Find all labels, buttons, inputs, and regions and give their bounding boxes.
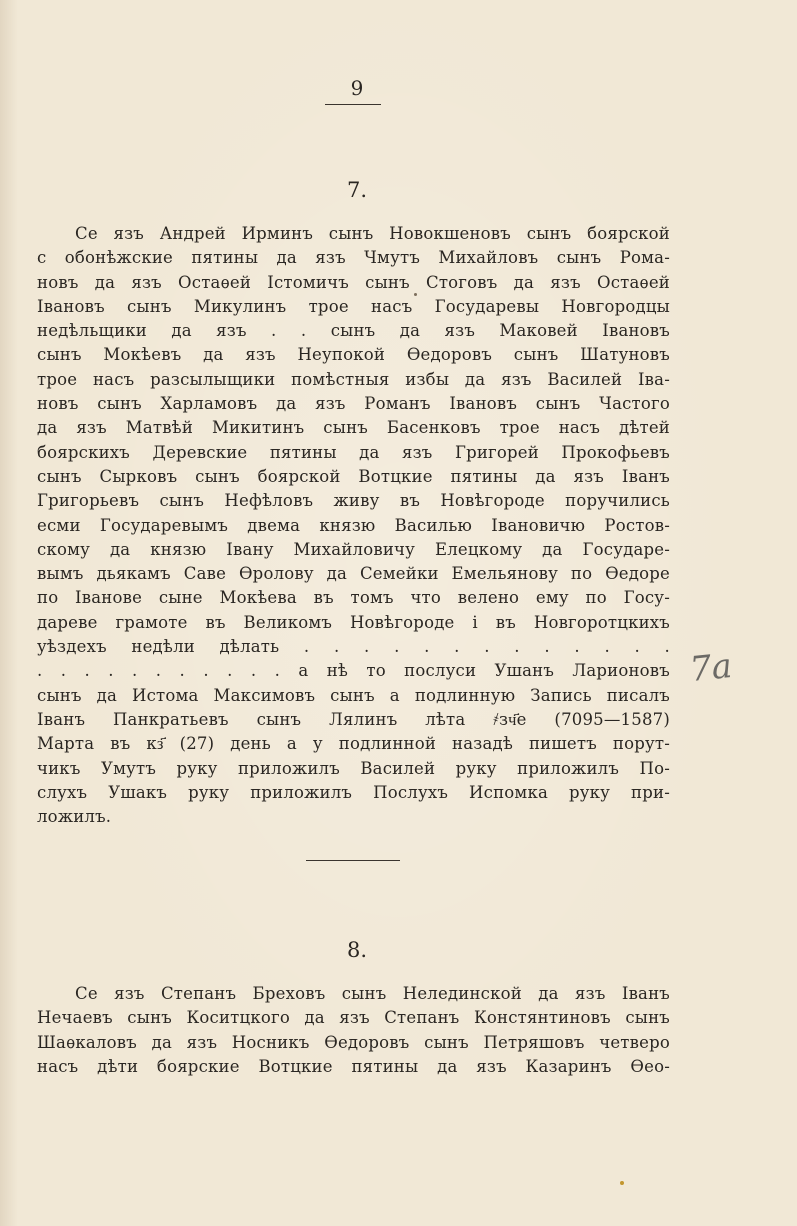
text-line: есми Государевымъ двема князю Василью Івановичю Ростов- [37,515,670,535]
text-line: скому да князю Івану Михайловичу Елецкому да Государе- [37,539,670,559]
text-line: с обонѣжские пятины да язъ Чмутъ Михайловъ сынъ Рома- [37,248,670,268]
text-line: Се язъ Степанъ Бреховъ сынъ Нелединской да язъ Іванъ [75,984,670,1003]
text-line: Се язъ Андрей Ирминъ сынъ Новокшеновъ сынъ боярской [75,224,670,243]
section-8-text [37,982,670,1079]
page-number: 9 [350,76,364,100]
text-line: дареве грамоте въ Великомъ Новѣгороде і въ Новгоротцкихъ [37,612,670,632]
text-line: недѣльщики да язъ . . сынъ да язъ Маковей Івановъ [37,321,670,341]
handwritten-margin-note: 7а [688,645,734,691]
section-7-text [37,222,670,829]
text-line: Іванъ Панкратьевъ сынъ Лялинъ лѣта ҂зч҃е (7095—1587) [37,709,670,729]
text-line: трое насъ разсылыщики помѣстныя избы да язъ Василей Іва- [37,369,670,389]
text-line: сынъ Мокѣевъ да язъ Неупокой Ѳедоровъ сынъ Шатуновъ [37,345,670,365]
section-number: 8. [346,938,368,962]
text-line: Нечаевъ сынъ Коситцкого да язъ Степанъ Констянтиновъ сынъ [37,1008,670,1028]
section-number: 7. [346,178,368,202]
text-line: вымъ дьякамъ Саве Ѳролову да Семейки Емельянову по Ѳедоре [37,564,670,584]
text-line: боярскихъ Деревские пятины да язъ Григорей Прокофьевъ [37,442,670,462]
text-line: да язъ Матвѣй Микитинъ сынъ Басенковъ трое насъ дѣтей [37,418,670,438]
text-line: сынъ Сырковъ сынъ боярской Вотцкие пятины да язъ Іванъ [37,466,670,486]
text-line: ложилъ. [37,807,112,827]
text-line: по Іванове сыне Мокѣева въ томъ что велено ему по Госу- [37,588,670,608]
text-line: новъ сынъ Харламовъ да язъ Романъ Івановъ сынъ Частого [37,394,670,414]
text-line: сынъ да Истома Максимовъ сынъ а подлинную Запись писалъ [37,685,670,705]
text-line: Івановъ сынъ Микулинъ трое насъ Государевы Новгородцы [37,296,670,316]
header-rule [325,104,381,105]
text-line: слухъ Ушакъ руку приложилъ Послухъ Испомка руку при- [37,782,670,802]
paper-speck [414,293,417,296]
section-divider [306,860,400,861]
paper-speck [620,1181,624,1185]
text-line: чикъ Умутъ руку приложилъ Василей руку приложилъ По- [37,758,670,778]
text-line: Марта въ кз҃ (27) день а у подлинной назадѣ пишетъ порут- [37,734,670,754]
text-line: новъ да язъ Остаѳей Істомичъ сынъ Стоговъ да язъ Остаѳей [37,272,670,292]
text-line: . . . . . . . . . . . а нѣ то послуси Ушанъ Ларионовъ [37,661,670,681]
text-line: насъ дѣти боярские Вотцкие пятины да язъ Казаринъ Ѳео- [37,1056,670,1076]
text-line: уѣздехъ недѣли дѣлать . . . . . . . . . . . . . [37,637,670,657]
text-line: Шаѳкаловъ да язъ Носникъ Ѳедоровъ сынъ Петряшовъ четверо [37,1032,670,1052]
text-line: Григорьевъ сынъ Нефѣловъ живу въ Новѣгороде поручились [37,491,670,511]
